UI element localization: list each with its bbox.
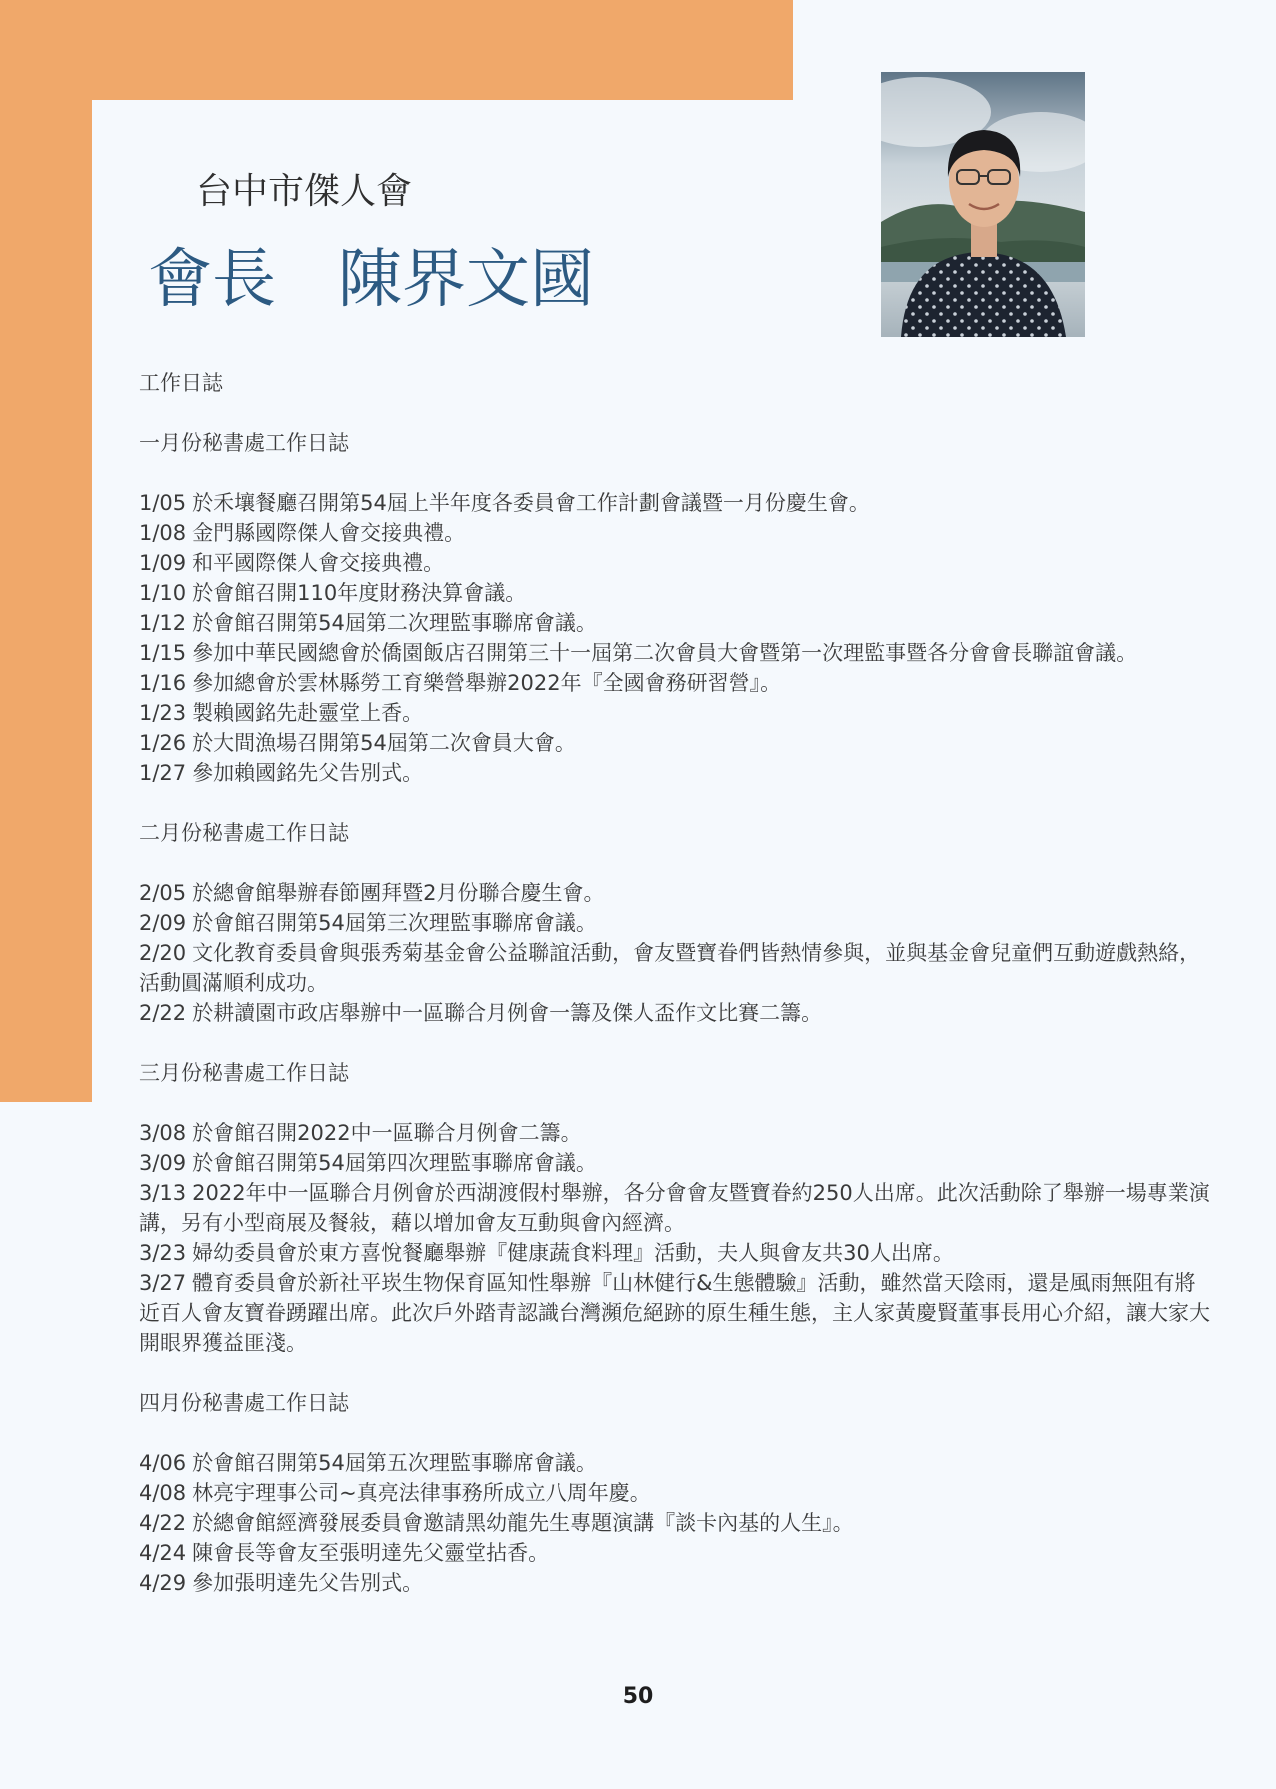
entry-text: 2022年中一區聯合月例會於西湖渡假村舉辦，各分會會友暨寶眷約250人出席。此次活動除了舉辦一場專業演講，另有小型商展及餐敍，藉以增加會友互動與會內經濟。 [139, 1181, 1210, 1235]
log-entry [139, 1178, 1214, 1238]
entry-text: 林亮宇理事公司~真亮法律事務所成立八周年慶。 [192, 1481, 651, 1505]
entry-text: 婦幼委員會於東方喜悅餐廳舉辦『健康蔬食料理』活動，夫人與會友共30人出席。 [192, 1241, 954, 1265]
entry-date: 4/08 [139, 1481, 187, 1505]
entry-date: 3/13 [139, 1181, 187, 1205]
entry-date: 4/22 [139, 1511, 187, 1535]
entry-date: 3/08 [139, 1121, 187, 1145]
month-heading: 三月份秘書處工作日誌 [139, 1061, 349, 1085]
log-entry [139, 1238, 1214, 1268]
log-entry [139, 578, 1214, 608]
entry-text: 製賴國銘先赴靈堂上香。 [192, 701, 424, 725]
month-heading: 一月份秘書處工作日誌 [139, 431, 349, 455]
organization-name: 台中市傑人會 [196, 171, 413, 212]
entry-text: 體育委員會於新社平崁生物保育區知性舉辦『山林健行&生態體驗』活動，雖然當天陰雨，還是風雨無阻有將近百人會友寶眷踴躍出席。此次戶外踏青認識台灣瀕危絕跡的原生種生態，主人家黃慶賢董事長用心介紹，讓大家大開眼界獲益匪淺。 [139, 1271, 1210, 1355]
log-entry [139, 548, 1214, 578]
work-log-title: 工作日誌 [139, 371, 223, 395]
entry-date: 3/09 [139, 1151, 187, 1175]
log-entry [139, 758, 1214, 788]
log-entry [139, 908, 1214, 938]
entry-date: 1/23 [139, 701, 187, 725]
log-entry [139, 638, 1214, 668]
entry-date: 1/26 [139, 731, 187, 755]
entry-text: 陳會長等會友至張明達先父靈堂拈香。 [192, 1541, 550, 1565]
log-entry [139, 668, 1214, 698]
log-entry [139, 998, 1214, 1028]
log-entry [139, 1508, 1214, 1538]
month-heading: 四月份秘書處工作日誌 [139, 1391, 349, 1415]
entry-text: 於耕讀園市政店舉辦中一區聯合月例會一籌及傑人盃作文比賽二籌。 [192, 1001, 823, 1025]
log-entry [139, 1448, 1214, 1478]
log-entry [139, 518, 1214, 548]
entry-text: 於禾壤餐廳召開第54屆上半年度各委員會工作計劃會議暨一月份慶生會。 [192, 491, 870, 515]
entry-text: 於會館召開2022中一區聯合月例會二籌。 [192, 1121, 582, 1145]
entry-date: 4/24 [139, 1541, 187, 1565]
log-entry [139, 488, 1214, 518]
president-title [148, 240, 594, 320]
entry-date: 2/22 [139, 1001, 187, 1025]
president-name: 陳界文國 [338, 243, 594, 317]
president-photo [881, 72, 1085, 337]
orange-left-band [0, 0, 92, 1102]
entry-text: 於會館召開第54屆第五次理監事聯席會議。 [192, 1451, 597, 1475]
log-entry [139, 1268, 1214, 1358]
log-entry [139, 1148, 1214, 1178]
entry-text: 於總會館經濟發展委員會邀請黑幼龍先生專題演講『談卡內基的人生』。 [192, 1511, 854, 1535]
entry-text: 參加賴國銘先父告別式。 [192, 761, 424, 785]
log-entry [139, 1118, 1214, 1148]
log-entry [139, 698, 1214, 728]
entry-date: 1/27 [139, 761, 187, 785]
entry-text: 參加總會於雲林縣勞工育樂營舉辦2022年『全國會務研習營』。 [192, 671, 782, 695]
entry-text: 於會館召開第54屆第三次理監事聯席會議。 [192, 911, 597, 935]
entry-date: 1/12 [139, 611, 187, 635]
entry-date: 1/15 [139, 641, 187, 665]
entry-text: 和平國際傑人會交接典禮。 [192, 551, 445, 575]
entry-text: 於大間漁場召開第54屆第二次會員大會。 [192, 731, 576, 755]
log-entry [139, 608, 1214, 638]
entry-text: 於會館召開110年度財務決算會議。 [192, 581, 527, 605]
entry-date: 1/16 [139, 671, 187, 695]
log-entry [139, 728, 1214, 758]
log-entry [139, 1538, 1214, 1568]
month-heading: 二月份秘書處工作日誌 [139, 821, 349, 845]
work-log [139, 368, 1214, 1598]
log-entry [139, 1568, 1214, 1598]
entry-date: 2/20 [139, 941, 187, 965]
entry-date: 4/29 [139, 1571, 187, 1595]
entry-date: 4/06 [139, 1451, 187, 1475]
entry-date: 1/10 [139, 581, 187, 605]
entry-text: 於會館召開第54屆第二次理監事聯席會議。 [192, 611, 597, 635]
log-entry [139, 878, 1214, 908]
orange-top-band [0, 0, 793, 100]
entry-date: 3/23 [139, 1241, 187, 1265]
entry-date: 3/27 [139, 1271, 187, 1295]
log-entry [139, 938, 1214, 998]
entry-text: 於總會館舉辦春節團拜暨2月份聯合慶生會。 [192, 881, 605, 905]
page-number: 50 [622, 1684, 654, 1709]
entry-date: 2/09 [139, 911, 187, 935]
entry-date: 1/09 [139, 551, 187, 575]
entry-text: 文化教育委員會與張秀菊基金會公益聯誼活動，會友暨寶眷們皆熱情參與，並與基金會兒童們互動遊戲熱絡，活動圓滿順利成功。 [139, 941, 1201, 995]
entry-date: 1/05 [139, 491, 187, 515]
entry-text: 參加張明達先父告別式。 [192, 1571, 424, 1595]
president-role: 會長 [148, 243, 276, 317]
entry-date: 2/05 [139, 881, 187, 905]
entry-text: 金門縣國際傑人會交接典禮。 [192, 521, 466, 545]
entry-date: 1/08 [139, 521, 187, 545]
log-entry [139, 1478, 1214, 1508]
entry-text: 於會館召開第54屆第四次理監事聯席會議。 [192, 1151, 597, 1175]
entry-text: 參加中華民國總會於僑園飯店召開第三十一屆第二次會員大會暨第一次理監事暨各分會會長聯誼會議。 [192, 641, 1138, 665]
